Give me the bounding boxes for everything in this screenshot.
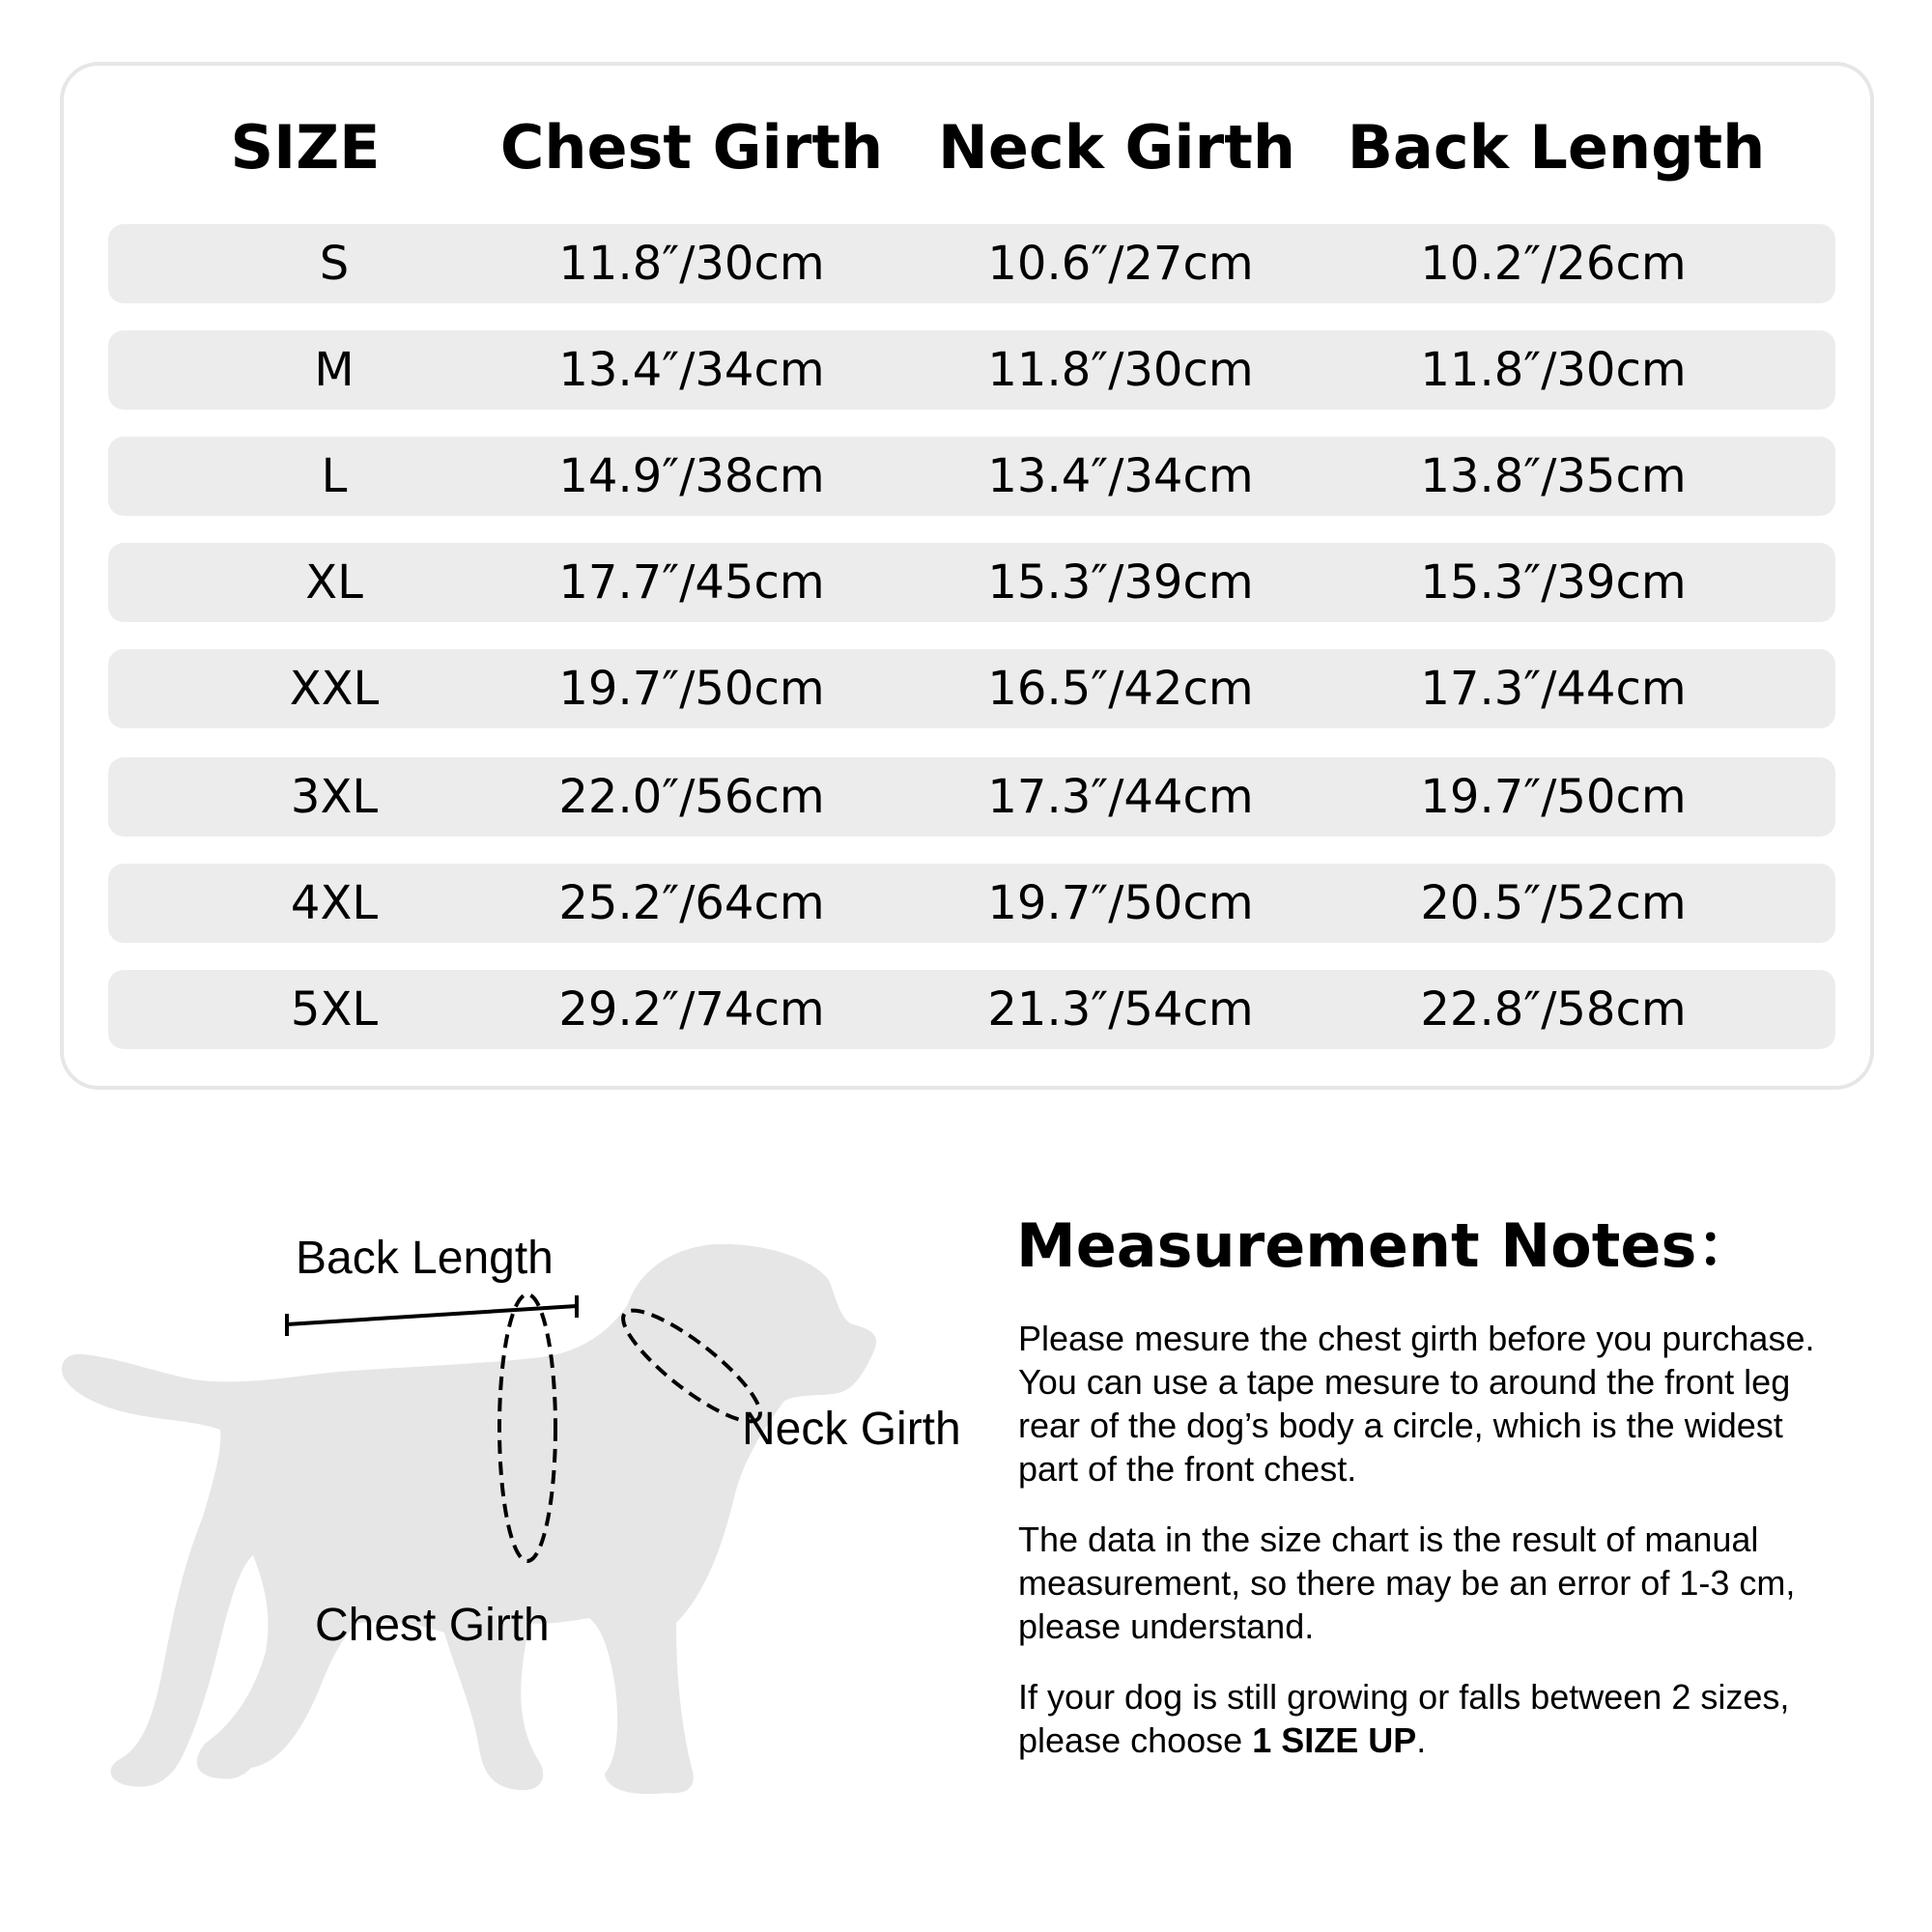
cell-back: 20.5″/52cm (1420, 876, 1687, 930)
cell-size: XXL (289, 662, 380, 716)
note-paragraph (1018, 1675, 1903, 1762)
table-row (108, 543, 1835, 622)
chest-girth-label: Chest Girth (315, 1600, 550, 1651)
table-row (108, 970, 1835, 1049)
note-paragraph: Please mesure the chest girth before you purchase. You can use a tape mesure to around the front leg rear of the dog’s body a circle, which is the widest part of the front chest. (1018, 1319, 1815, 1489)
header-chest-girth: Chest Girth (499, 112, 884, 183)
header-size: SIZE (230, 112, 381, 183)
cell-chest: 17.7″/45cm (558, 555, 825, 610)
measurement-notes (1014, 1198, 1903, 1789)
cell-neck: 19.7″/50cm (987, 876, 1254, 930)
cell-size: M (314, 343, 355, 397)
table-row (108, 649, 1835, 728)
cell-size: XL (305, 555, 363, 610)
table-row (108, 757, 1835, 837)
cell-back: 17.3″/44cm (1420, 662, 1687, 716)
cell-neck: 17.3″/44cm (987, 770, 1254, 824)
cell-chest: 22.0″/56cm (558, 770, 825, 824)
cell-back: 11.8″/30cm (1420, 343, 1687, 397)
cell-chest: 19.7″/50cm (558, 662, 825, 716)
table-header (64, 66, 1870, 230)
cell-size: 3XL (290, 770, 379, 824)
measurement-illustration (0, 1140, 1005, 1816)
table-row (108, 224, 1835, 303)
table-row (108, 864, 1835, 943)
cell-chest: 14.9″/38cm (558, 449, 825, 503)
cell-neck: 16.5″/42cm (987, 662, 1254, 716)
cell-chest: 13.4″/34cm (558, 343, 825, 397)
note-text: If your dog is still growing or falls between 2 sizes, please choose (1018, 1677, 1790, 1760)
notes-title: Measurement Notes： (1016, 1210, 1757, 1281)
header-back-length: Back Length (1347, 112, 1766, 183)
cell-back: 10.2″/26cm (1420, 237, 1687, 291)
cell-back: 19.7″/50cm (1420, 770, 1687, 824)
table-row (108, 437, 1835, 516)
size-chart-table (60, 62, 1874, 1090)
header-neck-girth: Neck Girth (937, 112, 1295, 183)
cell-size: S (319, 237, 350, 291)
cell-neck: 21.3″/54cm (987, 982, 1254, 1037)
cell-neck: 10.6″/27cm (987, 237, 1254, 291)
cell-neck: 11.8″/30cm (987, 343, 1254, 397)
cell-chest: 29.2″/74cm (558, 982, 825, 1037)
note-paragraph: The data in the size chart is the result of manual measurement, so there may be an error of 1-3 cm, please understand. (1018, 1520, 1796, 1646)
cell-chest: 25.2″/64cm (558, 876, 825, 930)
cell-size: L (321, 449, 348, 503)
cell-back: 22.8″/58cm (1420, 982, 1687, 1037)
table-row (108, 330, 1835, 410)
cell-neck: 15.3″/39cm (987, 555, 1254, 610)
note-text: . (1416, 1720, 1427, 1760)
neck-girth-label: Neck Girth (742, 1404, 961, 1455)
back-length-label: Back Length (296, 1233, 554, 1284)
cell-size: 5XL (290, 982, 379, 1037)
cell-chest: 11.8″/30cm (558, 237, 825, 291)
size-up-emphasis: 1 SIZE UP (1252, 1720, 1417, 1760)
cell-back: 15.3″/39cm (1420, 555, 1687, 610)
cell-neck: 13.4″/34cm (987, 449, 1254, 503)
cell-size: 4XL (290, 876, 379, 930)
cell-back: 13.8″/35cm (1420, 449, 1687, 503)
